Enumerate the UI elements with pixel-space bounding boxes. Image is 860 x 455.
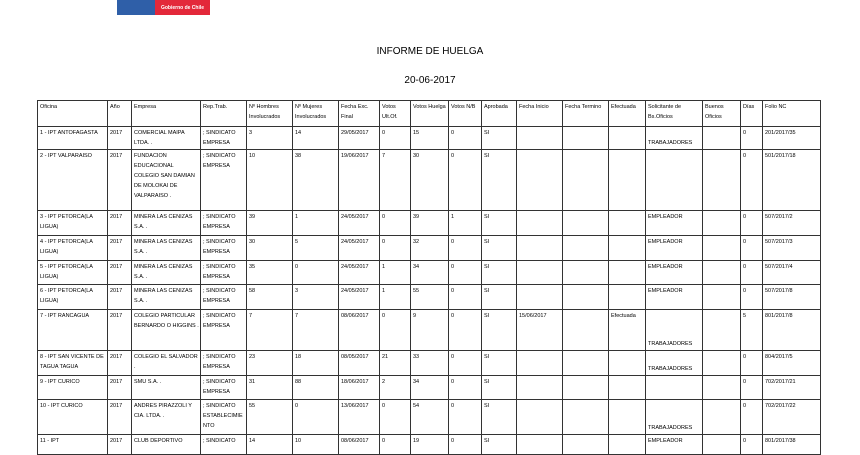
table-cell: 10 - IPT CURICO bbox=[38, 400, 108, 435]
table-cell bbox=[563, 127, 609, 150]
table-row bbox=[38, 351, 821, 376]
column-header: Fecha Termino bbox=[563, 101, 609, 127]
table-cell: 0 bbox=[741, 211, 763, 236]
table-cell: 24/05/2017 bbox=[339, 211, 380, 236]
table-cell: 55 bbox=[247, 400, 293, 435]
table-cell bbox=[609, 127, 646, 150]
table-cell: 2017 bbox=[108, 150, 132, 211]
table-cell bbox=[703, 211, 741, 236]
table-cell: 15/06/2017 bbox=[517, 310, 563, 351]
table-cell: 1 - IPT ANTOFAGASTA bbox=[38, 127, 108, 150]
table-cell: 11 - IPT bbox=[38, 435, 108, 455]
table-cell bbox=[563, 261, 609, 285]
table-cell: 0 bbox=[449, 261, 482, 285]
column-header: Buenos Oficios bbox=[703, 101, 741, 127]
table-cell: 0 bbox=[449, 351, 482, 376]
table-cell bbox=[609, 236, 646, 261]
table-cell bbox=[517, 400, 563, 435]
column-header: Votos N/B bbox=[449, 101, 482, 127]
table-cell: ; SINDICATO EMPRESA bbox=[201, 310, 247, 351]
table-cell: 0 bbox=[449, 376, 482, 400]
table-cell bbox=[517, 285, 563, 310]
table-cell: ANDRES PIRAZZOLI Y CIA. LTDA. . bbox=[132, 400, 201, 435]
table-cell: 0 bbox=[380, 435, 411, 455]
table-cell: 0 bbox=[741, 285, 763, 310]
table-cell bbox=[563, 400, 609, 435]
table-cell: COLEGIO EL SALVADOR . bbox=[132, 351, 201, 376]
table-cell bbox=[517, 376, 563, 400]
table-cell: 08/05/2017 bbox=[339, 351, 380, 376]
column-header: Folio NC bbox=[763, 101, 821, 127]
table-cell bbox=[517, 236, 563, 261]
table-cell: 702/2017/21 bbox=[763, 376, 821, 400]
table-cell: 15 bbox=[411, 127, 449, 150]
table-cell: 2017 bbox=[108, 261, 132, 285]
table-cell bbox=[609, 150, 646, 211]
table-cell: ; SINDICATO EMPRESA bbox=[201, 351, 247, 376]
table-cell bbox=[517, 435, 563, 455]
table-cell: 0 bbox=[449, 310, 482, 351]
table-cell: 2017 bbox=[108, 400, 132, 435]
table-cell bbox=[703, 150, 741, 211]
table-cell bbox=[609, 261, 646, 285]
table-cell: 39 bbox=[411, 211, 449, 236]
table-cell: EMPLEADOR bbox=[646, 236, 703, 261]
table-cell: ; SINDICATO bbox=[201, 435, 247, 455]
table-cell: 3 bbox=[293, 285, 339, 310]
table-cell: 29/05/2017 bbox=[339, 127, 380, 150]
table-cell: 0 bbox=[741, 150, 763, 211]
table-cell: ; SINDICATO ESTABLECIMIENTO bbox=[201, 400, 247, 435]
table-cell: 33 bbox=[411, 351, 449, 376]
table-cell: 31 bbox=[247, 376, 293, 400]
table-cell: TRABAJADORES bbox=[646, 351, 703, 376]
table-cell: SI bbox=[482, 435, 517, 455]
table-cell: 7 bbox=[380, 150, 411, 211]
table-cell: SI bbox=[482, 376, 517, 400]
table-cell bbox=[563, 376, 609, 400]
table-cell bbox=[609, 211, 646, 236]
table-cell: ; SINDICATO EMPRESA bbox=[201, 236, 247, 261]
table-cell: 1 bbox=[449, 211, 482, 236]
column-header: Fecha Exc. Final bbox=[339, 101, 380, 127]
table-cell: 1 bbox=[293, 211, 339, 236]
table-cell: ; SINDICATO EMPRESA bbox=[201, 150, 247, 211]
table-header-row bbox=[38, 101, 821, 127]
table-cell: 38 bbox=[293, 150, 339, 211]
table-cell: 18/06/2017 bbox=[339, 376, 380, 400]
table-cell: 10 bbox=[247, 150, 293, 211]
table-cell bbox=[563, 310, 609, 351]
column-header: Solicitante de Bs.Oficios bbox=[646, 101, 703, 127]
table-cell: 2017 bbox=[108, 310, 132, 351]
table-cell: 10 bbox=[293, 435, 339, 455]
table-cell: SI bbox=[482, 310, 517, 351]
table-cell: Efectuada bbox=[609, 310, 646, 351]
table-cell: 39 bbox=[247, 211, 293, 236]
table-row bbox=[38, 236, 821, 261]
column-header: Votos Ult.Of. bbox=[380, 101, 411, 127]
table-cell bbox=[517, 351, 563, 376]
table-cell: 3 - IPT PETORCA(LA LIGUA) bbox=[38, 211, 108, 236]
table-cell: MINERA LAS CENIZAS S.A. . bbox=[132, 285, 201, 310]
table-cell: 0 bbox=[741, 127, 763, 150]
table-cell: 13/06/2017 bbox=[339, 400, 380, 435]
table-cell: 9 - IPT CURICO bbox=[38, 376, 108, 400]
table-cell: MINERA LAS CENIZAS S.A. . bbox=[132, 261, 201, 285]
column-header: Aprobada bbox=[482, 101, 517, 127]
column-header: Fecha Inicio bbox=[517, 101, 563, 127]
table-cell: 201/2017/35 bbox=[763, 127, 821, 150]
table-cell: 18 bbox=[293, 351, 339, 376]
table-cell: MINERA LAS CENIZAS S.A. . bbox=[132, 236, 201, 261]
table-cell: 5 bbox=[293, 236, 339, 261]
table-cell bbox=[703, 400, 741, 435]
column-header: Nº Mujeres Involucrados bbox=[293, 101, 339, 127]
table-cell: 2017 bbox=[108, 285, 132, 310]
table-cell: 0 bbox=[449, 435, 482, 455]
table-cell: 0 bbox=[741, 236, 763, 261]
table-cell: ; SINDICATO EMPRESA bbox=[201, 285, 247, 310]
table-cell: 19 bbox=[411, 435, 449, 455]
table-cell: 54 bbox=[411, 400, 449, 435]
table-cell: 21 bbox=[380, 351, 411, 376]
table-cell bbox=[609, 376, 646, 400]
table-cell: SI bbox=[482, 261, 517, 285]
table-cell bbox=[703, 435, 741, 455]
table-cell: 0 bbox=[293, 400, 339, 435]
table-cell: SI bbox=[482, 285, 517, 310]
column-header: Empresa bbox=[132, 101, 201, 127]
table-cell bbox=[609, 435, 646, 455]
table-cell: ; SINDICATO EMPRESA bbox=[201, 261, 247, 285]
table-cell: 2017 bbox=[108, 376, 132, 400]
table-cell bbox=[703, 127, 741, 150]
table-cell: 507/2017/3 bbox=[763, 236, 821, 261]
table-cell: 2017 bbox=[108, 127, 132, 150]
table-cell: SI bbox=[482, 400, 517, 435]
table-row bbox=[38, 400, 821, 435]
table-row bbox=[38, 127, 821, 150]
table-cell: EMPLEADOR bbox=[646, 285, 703, 310]
column-header: Efectuada bbox=[609, 101, 646, 127]
table-cell: 507/2017/8 bbox=[763, 285, 821, 310]
table-cell bbox=[703, 310, 741, 351]
table-cell: COLEGIO PARTICULAR BERNARDO O HIGGINS . bbox=[132, 310, 201, 351]
table-cell: 2017 bbox=[108, 351, 132, 376]
table-cell bbox=[563, 351, 609, 376]
table-cell bbox=[563, 285, 609, 310]
table-cell: 801/2017/38 bbox=[763, 435, 821, 455]
table-cell: 702/2017/22 bbox=[763, 400, 821, 435]
table-cell: 0 bbox=[741, 376, 763, 400]
table-row bbox=[38, 150, 821, 211]
table-cell: 7 - IPT RANCAGUA bbox=[38, 310, 108, 351]
table-cell bbox=[609, 285, 646, 310]
table-cell: 0 bbox=[741, 261, 763, 285]
table-cell bbox=[646, 150, 703, 211]
table-cell: CLUB DEPORTIVO bbox=[132, 435, 201, 455]
table-cell: SI bbox=[482, 127, 517, 150]
table-cell: 0 bbox=[380, 211, 411, 236]
report-date: 20-06-2017 bbox=[404, 75, 456, 86]
table-cell: 9 bbox=[411, 310, 449, 351]
table-cell: 2 - IPT VALPARAISO bbox=[38, 150, 108, 211]
gobierno-de-chile-logo bbox=[117, 0, 210, 15]
table-cell: 2017 bbox=[108, 211, 132, 236]
table-cell: 24/05/2017 bbox=[339, 261, 380, 285]
table-cell bbox=[703, 285, 741, 310]
table-cell: 08/06/2017 bbox=[339, 435, 380, 455]
table-cell bbox=[563, 236, 609, 261]
table-cell bbox=[646, 376, 703, 400]
table-cell: 0 bbox=[741, 435, 763, 455]
table-cell: 0 bbox=[293, 261, 339, 285]
table-cell: EMPLEADOR bbox=[646, 261, 703, 285]
table-cell: 14 bbox=[293, 127, 339, 150]
table-cell: 0 bbox=[741, 351, 763, 376]
table-cell: 3 bbox=[247, 127, 293, 150]
table-cell: 0 bbox=[449, 127, 482, 150]
table-cell: 34 bbox=[411, 376, 449, 400]
table-cell: 8 - IPT SAN VICENTE DE TAGUA TAGUA bbox=[38, 351, 108, 376]
strike-report-table bbox=[37, 100, 821, 455]
table-cell: 24/05/2017 bbox=[339, 285, 380, 310]
column-header: Oficina bbox=[38, 101, 108, 127]
table-cell: 1 bbox=[380, 285, 411, 310]
table-cell: 2 bbox=[380, 376, 411, 400]
table-cell bbox=[517, 261, 563, 285]
table-cell: 801/2017/8 bbox=[763, 310, 821, 351]
table-cell: EMPLEADOR bbox=[646, 435, 703, 455]
table-cell: 2017 bbox=[108, 236, 132, 261]
table-cell: 30 bbox=[247, 236, 293, 261]
table-cell: 14 bbox=[247, 435, 293, 455]
table-cell: 1 bbox=[380, 261, 411, 285]
table-row bbox=[38, 211, 821, 236]
table-cell: SI bbox=[482, 150, 517, 211]
table-cell: 55 bbox=[411, 285, 449, 310]
table-cell: FUNDACION EDUCACIONAL COLEGIO SAN DAMIAN DE MOLOKAI DE VALPARAISO . bbox=[132, 150, 201, 211]
table-cell: 0 bbox=[449, 236, 482, 261]
table-cell bbox=[609, 351, 646, 376]
table-cell bbox=[563, 150, 609, 211]
column-header: Días bbox=[741, 101, 763, 127]
table-cell: ; SINDICATO EMPRESA bbox=[201, 211, 247, 236]
table-cell: EMPLEADOR bbox=[646, 211, 703, 236]
table-cell: 23 bbox=[247, 351, 293, 376]
column-header: Nº Hombres Involucrados bbox=[247, 101, 293, 127]
table-row bbox=[38, 261, 821, 285]
table-cell bbox=[703, 376, 741, 400]
table-cell: 4 - IPT PETORCA(LA LIGUA) bbox=[38, 236, 108, 261]
table-cell: MINERA LAS CENIZAS S.A. . bbox=[132, 211, 201, 236]
table-cell: SI bbox=[482, 351, 517, 376]
table-cell bbox=[703, 351, 741, 376]
table-cell: 7 bbox=[293, 310, 339, 351]
table-cell: 0 bbox=[380, 236, 411, 261]
table-cell: 7 bbox=[247, 310, 293, 351]
table-cell: 35 bbox=[247, 261, 293, 285]
table-cell: ; SINDICATO EMPRESA bbox=[201, 127, 247, 150]
table-cell: 0 bbox=[380, 310, 411, 351]
table-cell: 5 bbox=[741, 310, 763, 351]
table-cell: 5 - IPT PETORCA(LA LIGUA) bbox=[38, 261, 108, 285]
table-cell: 6 - IPT PETORCA(LA LIGUA) bbox=[38, 285, 108, 310]
table-cell: ; SINDICATO EMPRESA bbox=[201, 376, 247, 400]
table-cell: 08/06/2017 bbox=[339, 310, 380, 351]
table-cell: 0 bbox=[380, 127, 411, 150]
table-cell: 501/2017/18 bbox=[763, 150, 821, 211]
table-cell: 30 bbox=[411, 150, 449, 211]
table-cell: 24/05/2017 bbox=[339, 236, 380, 261]
table-cell: TRABAJADORES bbox=[646, 127, 703, 150]
table-cell: 2017 bbox=[108, 435, 132, 455]
table-row bbox=[38, 285, 821, 310]
table-cell bbox=[517, 211, 563, 236]
table-cell bbox=[563, 211, 609, 236]
table-cell: 0 bbox=[449, 285, 482, 310]
logo-text: Gobierno de Chile bbox=[155, 0, 210, 15]
table-cell: 32 bbox=[411, 236, 449, 261]
table-cell: TRABAJADORES bbox=[646, 400, 703, 435]
table-cell: SMU S.A. . bbox=[132, 376, 201, 400]
table-cell bbox=[563, 435, 609, 455]
logo-blue-block bbox=[117, 0, 155, 15]
table-cell: TRABAJADORES bbox=[646, 310, 703, 351]
table-cell: 19/06/2017 bbox=[339, 150, 380, 211]
table-cell: 0 bbox=[380, 400, 411, 435]
report-title: INFORME DE HUELGA bbox=[376, 46, 484, 57]
table-cell: 804/2017/5 bbox=[763, 351, 821, 376]
table-cell bbox=[609, 400, 646, 435]
table-row bbox=[38, 376, 821, 400]
table-cell bbox=[703, 261, 741, 285]
table-cell bbox=[703, 236, 741, 261]
table-cell: 0 bbox=[741, 400, 763, 435]
table-cell: 507/2017/2 bbox=[763, 211, 821, 236]
table-cell: 88 bbox=[293, 376, 339, 400]
table-cell: 58 bbox=[247, 285, 293, 310]
table-row bbox=[38, 435, 821, 455]
table-cell: 0 bbox=[449, 150, 482, 211]
table-row bbox=[38, 310, 821, 351]
table-cell: 34 bbox=[411, 261, 449, 285]
column-header: Año bbox=[108, 101, 132, 127]
table-cell: 0 bbox=[449, 400, 482, 435]
column-header: Votos Huelga bbox=[411, 101, 449, 127]
table-cell: COMERCIAL MAIPA LTDA. . bbox=[132, 127, 201, 150]
table-cell bbox=[517, 127, 563, 150]
table-cell: 507/2017/4 bbox=[763, 261, 821, 285]
table-cell: SI bbox=[482, 211, 517, 236]
table-cell bbox=[517, 150, 563, 211]
column-header: Rep.Trab. bbox=[201, 101, 247, 127]
table-cell: SI bbox=[482, 236, 517, 261]
